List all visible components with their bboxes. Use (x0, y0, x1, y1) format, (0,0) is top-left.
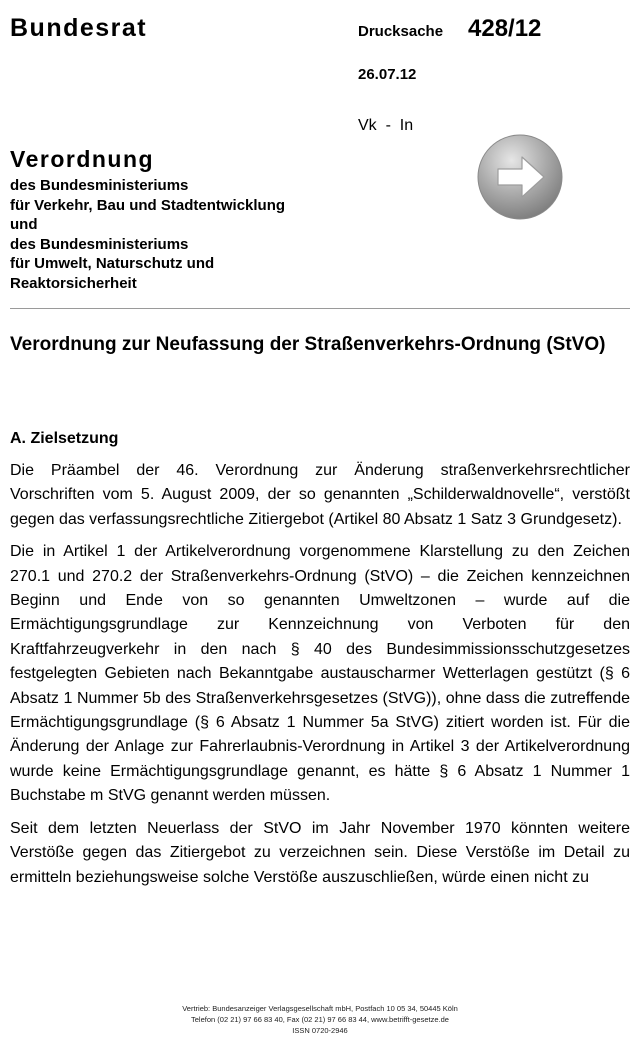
paragraph: Die Präambel der 46. Verordnung zur Änderung straßenverkehrsrechtlicher Vorschriften vom 5. August 2009, der so genannten „Schilderwaldnovelle“, verstößt gegen das verfassungsrechtliche Zitiergebot (Artikel 80 Absatz 1 Satz 3 Grundgesetz). (10, 462, 630, 528)
issuing-ministries (10, 176, 285, 294)
committee-code: Vk - In (358, 117, 414, 134)
issuer-line: und (10, 216, 38, 234)
issuer-line: Reaktorsicherheit (10, 274, 137, 292)
footer-line: Vertrieb: Bundesanzeiger Verlagsgesellschaft mbH, Postfach 10 05 34, 50445 Köln (182, 1004, 458, 1013)
arrow-right-icon[interactable] (476, 133, 564, 221)
issuer-line: für Verkehr, Bau und Stadtentwicklung (10, 196, 286, 214)
drucksache-label: Drucksache (358, 23, 444, 40)
issuer-line: des Bundesministeriums (10, 235, 189, 253)
footer (0, 1003, 640, 1036)
section-body (10, 459, 630, 898)
document-title: Verordnung zur Neufassung der Straßenverkehrs-Ordnung (StVO) (10, 334, 606, 355)
paragraph: Die in Artikel 1 der Artikelverordnung vorgenommene Klarstellung zu den Zeichen 270.1 und 270.2 der Straßenverkehrs-Ordnung (StVO) – die Zeichen kennzeichnen Beginn und Ende von so genannten Umweltzonen – wurde auf die Ermächtigungsgrundlage zur Kennzeichnung von Verboten für den Kraftfahrzeugverkehr in den nach § 40 des Bundesimmissionsschutzgesetzes festgelegten Gebieten nach Bekanntgabe austauscharmer Wetterlagen gestützt (§ 6 Absatz 1 Nummer 5b des Straßenverkehrsgesetzes (StVG)), ohne dass die zutreffende Ermächtigungsgrundlage (§ 6 Absatz 1 Nummer 5a StVG) zitiert worden ist. Für die Änderung der Anlage zur Fahrerlaubnis-Verordnung in Artikel 3 der Artikelverordnung wurde keine Ermächtigungsgrundlage genannt, es hätte § 6 Absatz 1 Nummer 1 Buchstabe m StVG genannt werden müssen. (10, 543, 630, 805)
drucksache-number: 428/12 (468, 15, 542, 42)
footer-line: Telefon (02 21) 97 66 83 40, Fax (02 21) 97 66 83 44, www.betrifft-gesetze.de (191, 1015, 449, 1024)
institution-name: Bundesrat (10, 14, 148, 42)
issuer-line: für Umwelt, Naturschutz und (10, 255, 215, 273)
section-heading: A. Zielsetzung (10, 430, 119, 447)
footer-line: ISSN 0720-2946 (292, 1026, 348, 1035)
paragraph: Seit dem letzten Neuerlass der StVO im Jahr November 1970 könnten weitere Verstöße gegen das Zitiergebot zu verzeichnen sein. Diese Verstöße im Detail zu ermitteln beziehungsweise solche Verstöße auszuschließen, würde einen nicht zu (10, 819, 630, 886)
issuer-line: des Bundesministeriums (10, 177, 189, 194)
divider (10, 308, 630, 309)
document-date: 26.07.12 (358, 66, 417, 83)
document-type: Verordnung (10, 146, 155, 172)
